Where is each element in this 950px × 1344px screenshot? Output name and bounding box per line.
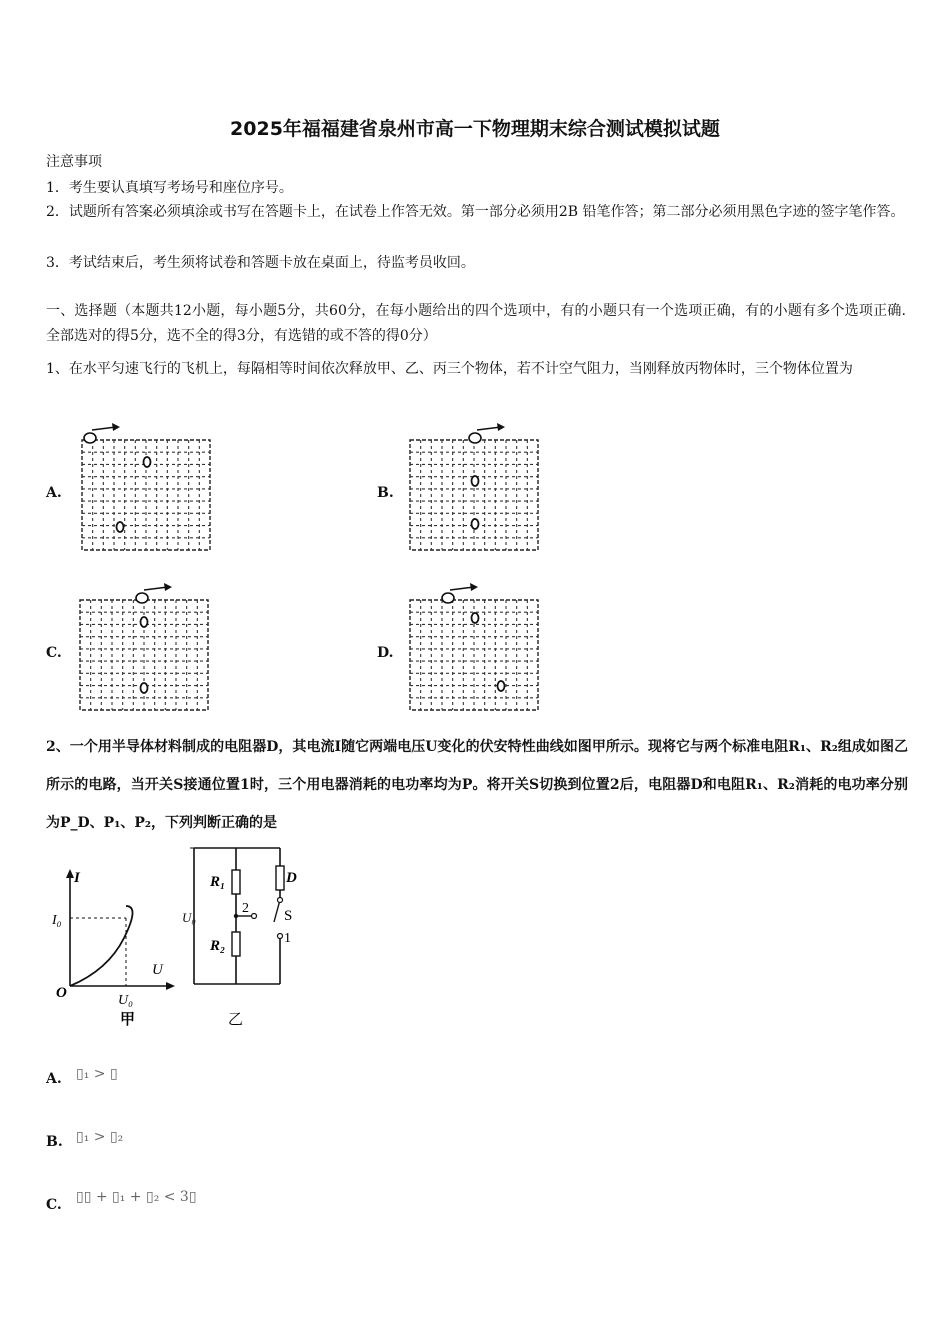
graph-y-label: I <box>74 870 80 886</box>
velocity-arrow <box>450 587 474 590</box>
dropped-object <box>144 457 151 467</box>
notice-item-2: 2．试题所有答案必须填涂或书写在答题卡上，在试卷上作答无效。第一部分必须用2B 铅笔作答；第二部分必须用黑色字迹的签字笔作答。 <box>46 204 905 220</box>
circuit-d: D <box>286 870 297 886</box>
graph-x-label: U <box>152 962 163 978</box>
plane-icon <box>442 593 454 603</box>
notice-item-3: 3．考试结束后，考生须将试卷和答题卡放在桌面上，待监考员收回。 <box>46 255 475 271</box>
question-2-stem: 2、一个用半导体材料制成的电阻器D，其电流I随它两端电压U变化的伏安特性曲线如图甲所示。现将它与两个标准电阻R₁、R₂组成如图乙所示的电路，当开关S接通位置1时，三个用电器消耗的电功率均为P。将开关S切换到位置2后，电阻器D和电阻R₁、R₂消耗的电功率分别为P_D、P₁、P₂，下列判断正确的是 <box>46 739 908 831</box>
dropped-object <box>141 617 148 627</box>
circuit-diagram <box>180 842 310 1032</box>
velocity-arrow <box>477 427 501 430</box>
circuit-r2: R₂ <box>210 938 226 954</box>
q2-option-c-math: ▯▯ + ▯₁ + ▯₂ < 3▯ <box>76 1189 197 1205</box>
circuit-u0: U₀ <box>182 910 196 925</box>
q2-option-a-label: A. <box>46 1071 62 1087</box>
question-1-stem: 1、在水平匀速飞行的飞机上，每隔相等时间依次释放甲、乙、丙三个物体，若不计空气阻力，当刚释放丙物体时，三个物体位置为 <box>46 361 853 377</box>
graph-origin: O <box>56 985 67 1001</box>
notice-heading: 注意事项 <box>46 154 102 170</box>
graph-i0: I₀ <box>52 913 62 928</box>
circuit-pos2: 2 <box>242 901 249 916</box>
velocity-arrow-head <box>112 423 120 431</box>
page-title: 2025年福福建省泉州市高一下物理期末综合测试模拟试题 <box>230 118 720 140</box>
graph-u0: U₀ <box>118 993 133 1008</box>
dropped-object <box>141 683 148 693</box>
dropped-object <box>498 681 505 691</box>
velocity-arrow <box>92 427 116 430</box>
section-heading: 一、选择题（本题共12小题，每小题5分，共60分，在每小题给出的四个选项中，有的小题只有一个选项正确，有的小题有多个选项正确.全部选对的得5分，选不全的得3分，有选错的或不答的得0分） <box>46 303 906 344</box>
circuit-caption: 乙 <box>228 1012 244 1028</box>
circuit-r1: R₁ <box>210 874 226 890</box>
q1-option-a-label: A. <box>46 485 62 501</box>
q2-option-c-label: C. <box>46 1197 62 1213</box>
circuit-pos1: 1 <box>284 931 291 946</box>
plane-icon <box>84 433 96 443</box>
q1-figure-a <box>80 420 220 555</box>
dropped-object <box>472 613 479 623</box>
velocity-arrow-head <box>164 583 172 591</box>
dropped-object <box>117 522 124 532</box>
q1-figure-b <box>408 420 548 555</box>
graph-caption: 甲 <box>120 1012 136 1028</box>
plane-icon <box>469 433 481 443</box>
q1-figure-c <box>78 580 218 715</box>
q2-option-b-label: B. <box>46 1134 63 1150</box>
q2-option-a-math: ▯₁ > ▯ <box>76 1066 118 1082</box>
dropped-object <box>472 519 479 529</box>
q1-figure-d <box>408 580 548 715</box>
velocity-arrow <box>144 587 168 590</box>
circuit-switch: S <box>284 908 293 924</box>
iv-graph <box>46 866 176 1031</box>
plane-icon <box>136 593 148 603</box>
velocity-arrow-head <box>470 583 478 591</box>
q2-option-b-math: ▯₁ > ▯₂ <box>76 1129 124 1145</box>
notice-item-1: 1．考生要认真填写考场号和座位序号。 <box>46 180 293 196</box>
q1-option-b-label: B. <box>377 485 394 501</box>
velocity-arrow-head <box>497 423 505 431</box>
dropped-object <box>472 476 479 486</box>
q1-option-c-label: C. <box>46 645 62 661</box>
q1-option-d-label: D. <box>377 645 394 661</box>
